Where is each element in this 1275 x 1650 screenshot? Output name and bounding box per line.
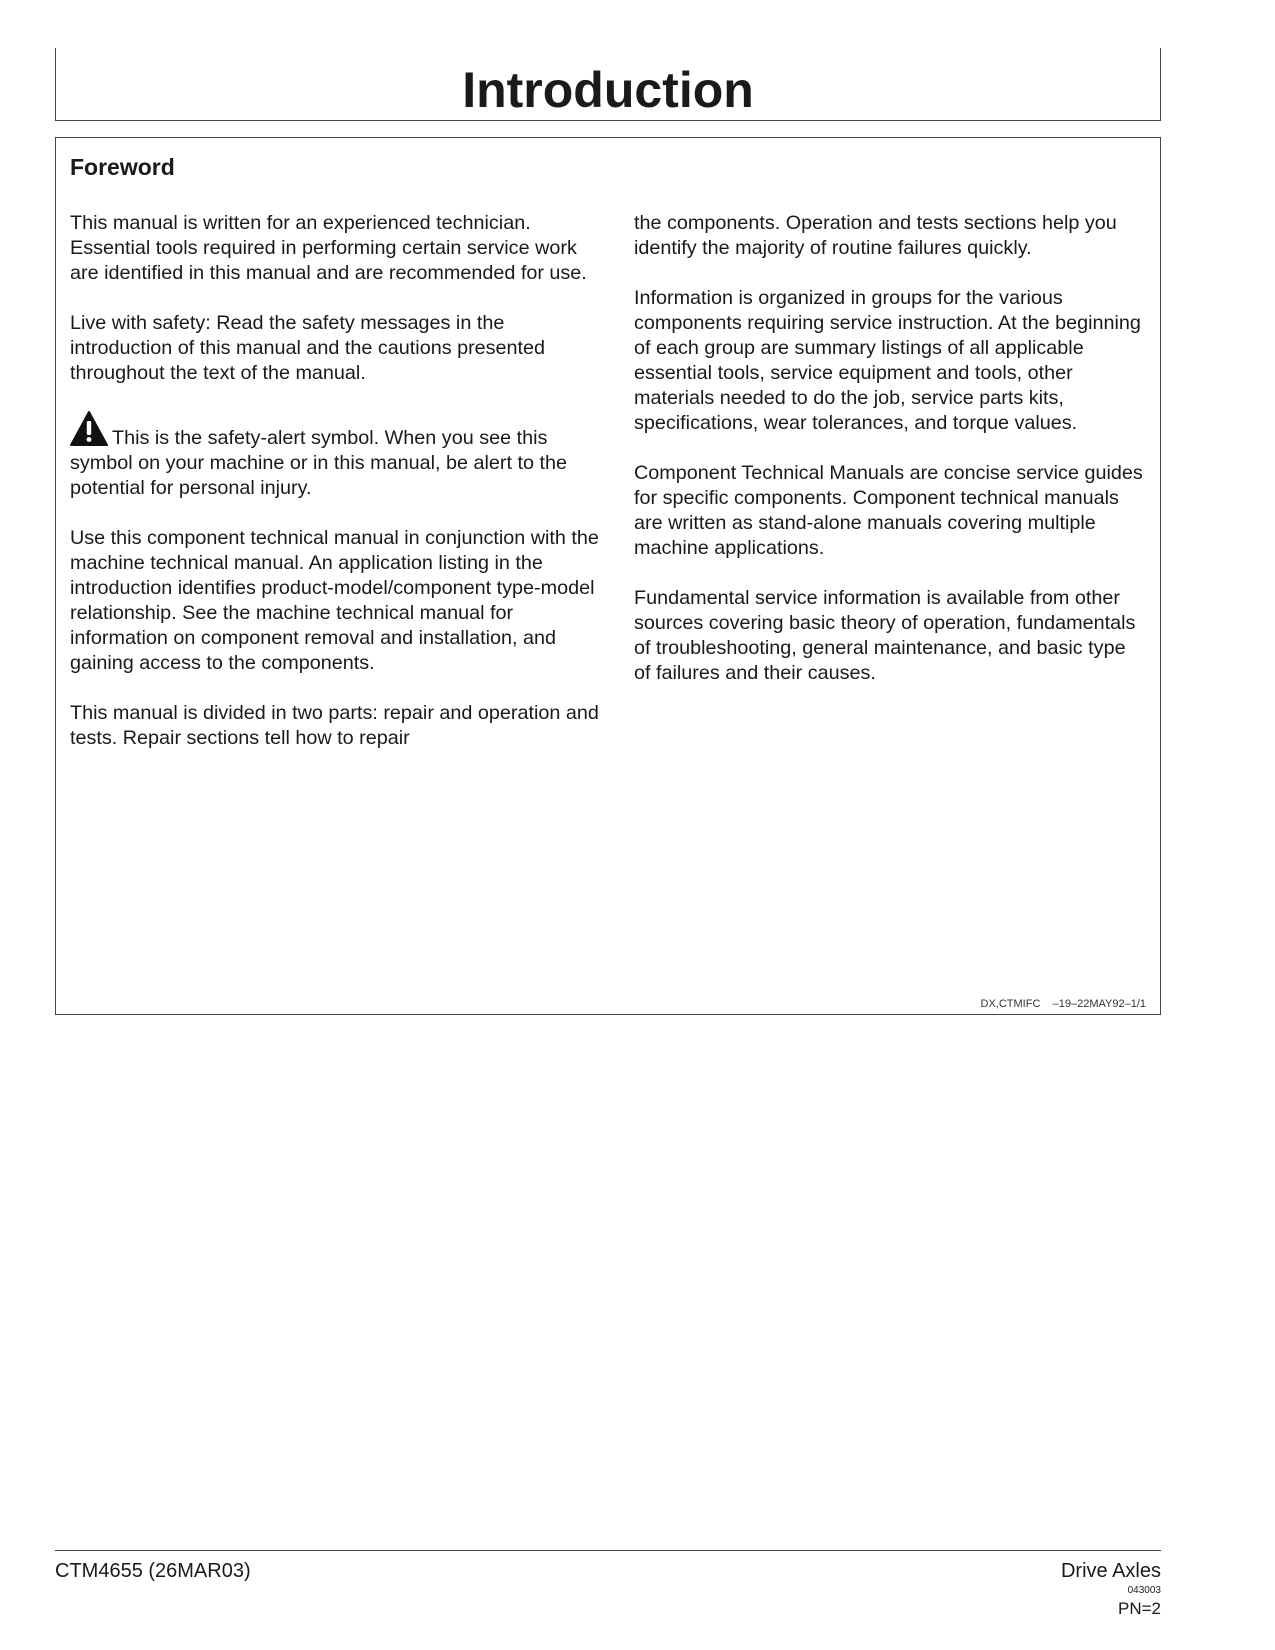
paragraph-text: This is the safety-alert symbol. When you see this symbol on your machine or in this manual, be alert to the potential for personal injury.	[70, 427, 567, 499]
section-heading: Foreword	[70, 154, 175, 180]
paragraph: This manual is written for an experienced technician. Essential tools required in performing certain service work are identified in this manual and are recommended for use.	[70, 212, 587, 284]
reference-code: DX,CTMIFC –19–22MAY92–1/1	[980, 998, 1146, 1010]
paragraph: the components. Operation and tests sections help you identify the majority of routine failures quickly.	[634, 212, 1117, 259]
footer-doc-id: CTM4655 (26MAR03)	[55, 1560, 251, 1582]
safety-alert-paragraph	[70, 411, 600, 501]
paragraph: Component Technical Manuals are concise service guides for specific components. Component technical manuals are written as stand-alone manuals covering multiple machine applications.	[634, 462, 1143, 559]
left-column	[70, 211, 600, 776]
paragraph: Fundamental service information is available from other sources covering basic theory of operation, fundamentals of troubleshooting, general maintenance, and basic type of failures and their causes.	[634, 587, 1136, 684]
safety-alert-icon	[70, 411, 108, 447]
foreword-section	[55, 137, 1161, 1015]
footer-page-number: PN=2	[1118, 1599, 1161, 1618]
footer-code: 043003	[1127, 1585, 1161, 1596]
footer-book-title: Drive Axles	[1060, 1560, 1161, 1582]
title-frame	[55, 48, 1161, 121]
paragraph: Live with safety: Read the safety messages in the introduction of this manual and the cautions presented throughout the text of the manual.	[70, 312, 546, 384]
paragraph: Use this component technical manual in conjunction with the machine technical manual. An application listing in the introduction identifies product-model/component type-model relationship. See the machine technical manual for information on component removal and installation, and gaining access to the components.	[70, 527, 599, 674]
page-title: Introduction	[462, 62, 754, 118]
footer-divider	[55, 1550, 1161, 1551]
paragraph: This manual is divided in two parts: repair and operation and tests. Repair sections tell how to repair	[70, 702, 599, 749]
paragraph: Information is organized in groups for the various components requiring service instruction. At the beginning of each group are summary listings of all applicable essential tools, service equipment and tools, other materials needed to do the job, service parts kits, specifications, wear tolerances, and torque values.	[634, 287, 1141, 434]
right-column	[634, 211, 1146, 711]
